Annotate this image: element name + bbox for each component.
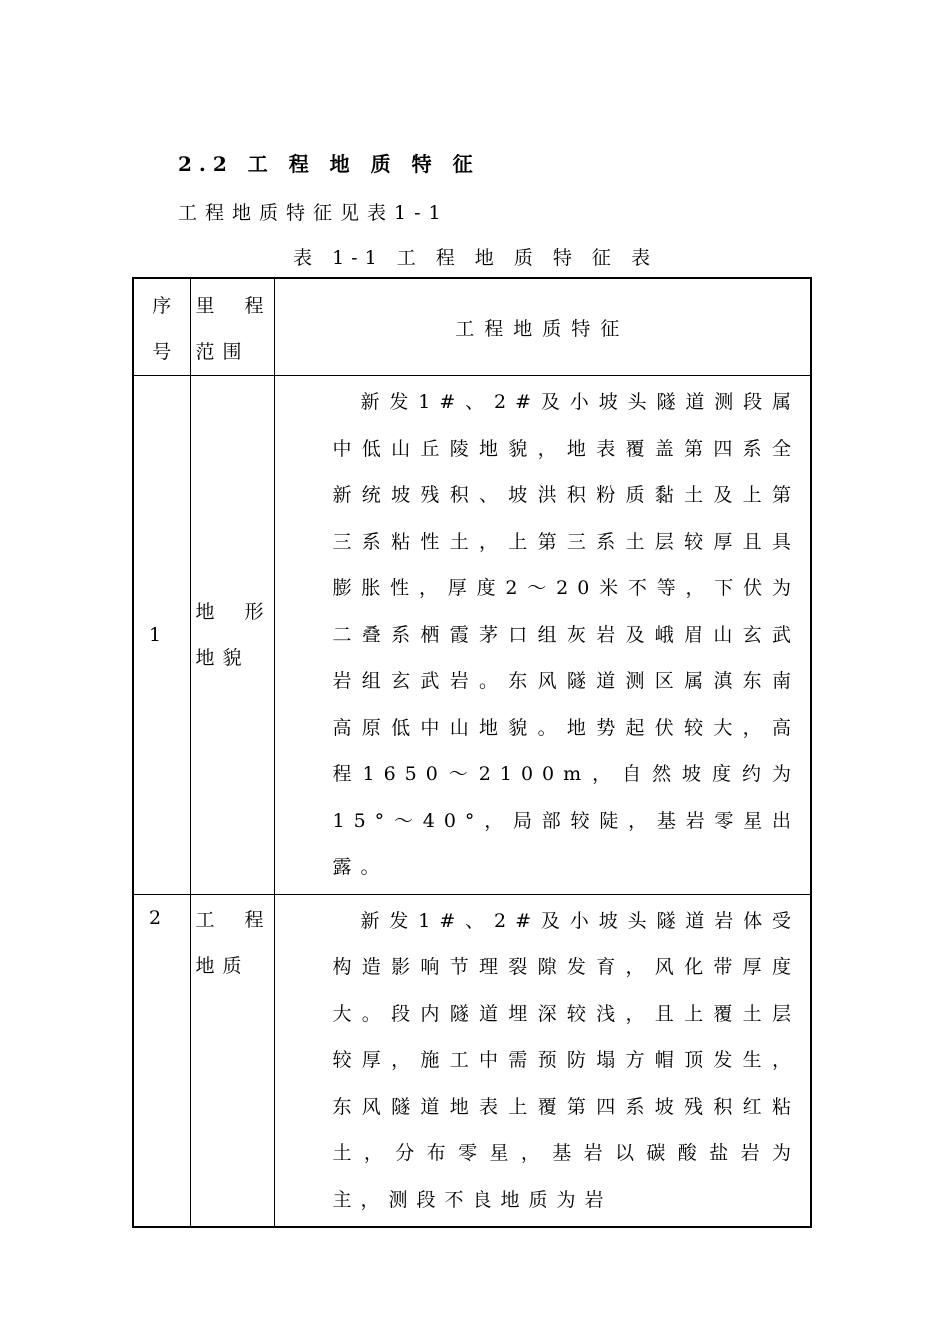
section-heading: 2.2 工 程 地 质 特 征 [178,152,480,176]
row-feature [274,894,811,1227]
table-row [133,376,811,895]
row-feature-text: 新发1#、2#及小坡头隧道测段属中低山丘陵地貌，地表覆盖第四系全新统坡残积、坡洪积粉质黏土及上第三系粘性土，上第三系土层较厚且具膨胀性，厚度2～20米不等，下伏为二叠系栖霞茅口组灰岩及峨眉山玄武岩组玄武岩。东风隧道测区属滇东南高原低中山地貌。地势起伏较大，高程1650～2100m，自然坡度约为15°～40°，局部较陡，基岩零星出露。 [332,391,800,878]
header-seq-line2: 号 [152,341,172,363]
table-caption: 表 1-1 工 程 地 质 特 征 表 [293,247,657,269]
row-range [190,894,274,1227]
header-range-char1: 里 [195,295,215,317]
table-row [133,894,811,1227]
row-feature [274,376,811,895]
header-seq [133,278,190,376]
header-range [190,278,274,376]
header-feature: 工程地质特征 [274,278,811,376]
geology-table [132,277,812,1228]
row-feature-text: 新发1#、2#及小坡头隧道岩体受构造影响节理裂隙发育，风化带厚度大。段内隧道埋深较浅，且上覆土层较厚，施工中需预防塌方帽顶发生，东风隧道地表上覆第四系坡残积红粘土，分布零星，基岩以碳酸盐岩为主，测段不良地质为岩 [332,909,800,1211]
table-header-row [133,278,811,376]
row-range-char2: 程 [244,908,264,931]
row-range-char1: 工 [195,908,215,931]
row-seq: 1 [133,376,190,895]
row-range-line2: 地貌 [195,646,250,669]
header-range-char2: 程 [244,295,264,317]
row-range-line2: 地质 [195,954,250,977]
row-range-char1: 地 [195,600,215,623]
row-seq: 2 [133,894,190,1227]
row-range [190,376,274,895]
section-intro: 工程地质特征见表1-1 [178,202,449,224]
header-range-line2: 范围 [195,341,250,363]
row-range-char2: 形 [244,600,264,623]
header-seq-line1: 序 [152,295,172,317]
